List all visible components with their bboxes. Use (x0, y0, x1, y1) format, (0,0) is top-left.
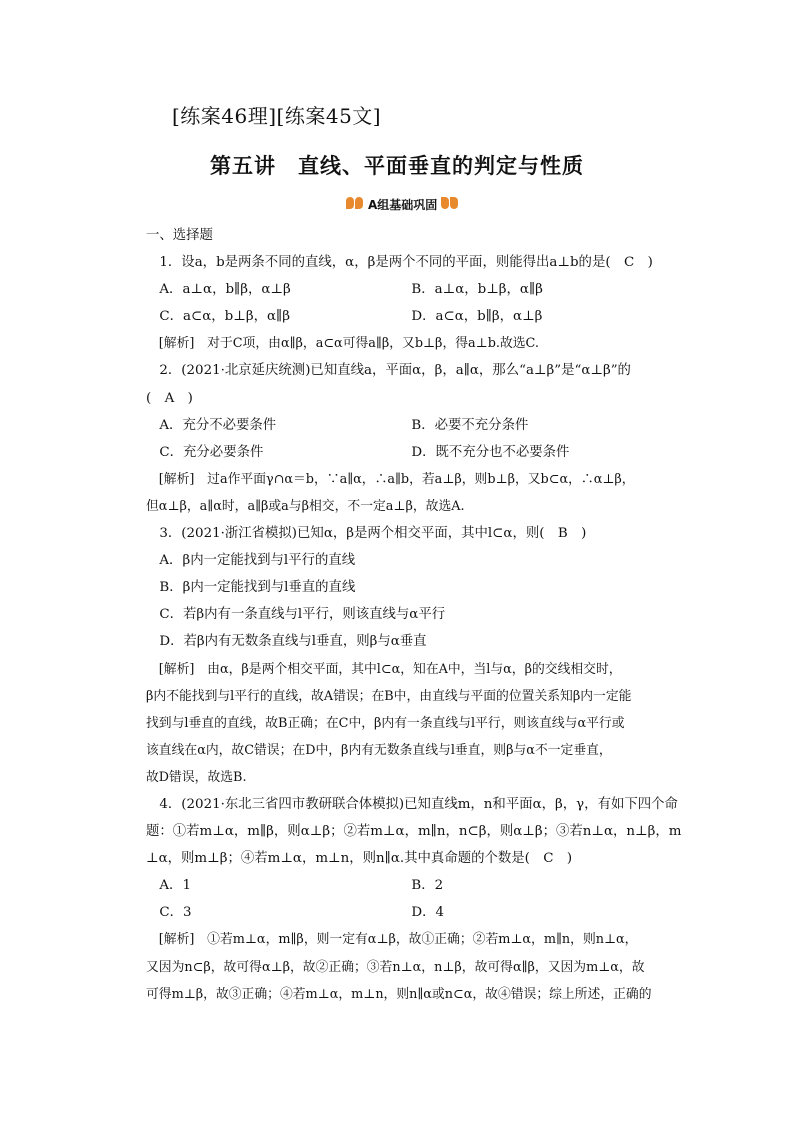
q4-stem-line2: 题：①若m⊥α，m∥β，则α⊥β；②若m⊥α，m∥n，n⊂β，则α⊥β；③若n⊥α，n⊥β，m (146, 824, 682, 840)
q2-options-row1 (146, 412, 676, 439)
q3-analysis-line5: 故D错误，故选B. (146, 769, 247, 785)
q3-option-b: B．β内一定能找到与l垂直的直线 (159, 580, 356, 596)
q2-analysis-line2: 但α⊥β，a∥α时，a∥β或a与β相交，不一定a⊥β，故选A. (146, 498, 465, 514)
q4-analysis-line2: 又因为n⊂β，故可得α⊥β，故②正确；③若n⊥α，n⊥β，故可得α∥β，又因为m⊥α，故 (146, 959, 645, 975)
q1-options-row1 (146, 276, 676, 303)
q2-option-b: B．必要不充分条件 (411, 417, 529, 433)
q4-option-a: A．1 (159, 878, 191, 894)
q2-options-row2 (146, 439, 676, 466)
q4-option-c: C．3 (159, 905, 192, 921)
q4-stem-line1: 4．(2021·东北三省四市教研联合体模拟)已知直线m，n和平面α，β，γ，有如下四个命 (159, 796, 678, 812)
q3-option-c: C．若β内有一条直线与l平行，则该直线与α平行 (159, 607, 446, 623)
q4-option-d: D．4 (411, 905, 445, 921)
badge-label: A组基础巩固 (368, 197, 438, 212)
left-quote-icon (345, 194, 365, 214)
q4-stem-line3: ⊥α，则m⊥β；④若m⊥α，m⊥n，则n∥α.其中真命题的个数是( C ) (146, 851, 573, 867)
q2-option-c: C．充分必要条件 (159, 444, 264, 460)
q3-analysis-line1: [解析] 由α，β是两个相交平面，其中l⊂α，知在A中，当l与α，β的交线相交时， (158, 661, 622, 677)
group-badge (345, 193, 460, 215)
q4-options-row1 (146, 872, 676, 899)
q2-stem-line1: 2．(2021·北京延庆统测)已知直线a，平面α，β，a∥α，那么“a⊥β”是“α⊥β”的 (159, 363, 631, 379)
q1-option-a: A．a⊥α，b∥β，α⊥β (159, 282, 291, 298)
q3-analysis-line3: 找到与l垂直的直线，故B正确；在C中，β内有一条直线与l平行，则该直线与α平行或 (146, 715, 625, 731)
right-quote-icon (440, 194, 460, 214)
q1-stem: 1．设a，b是两条不同的直线，α，β是两个不同的平面，则能得出a⊥b的是( C ) (159, 255, 653, 271)
q4-analysis-line1: [解析] ①若m⊥α，m∥β，则一定有α⊥β，故①正确；②若m⊥α，m∥n，则n⊥α， (158, 932, 638, 948)
question-content (146, 222, 682, 1008)
lecture-title: 第五讲 直线、平面垂直的判定与性质 (210, 153, 584, 178)
q4-option-b: B．2 (411, 878, 444, 894)
q3-stem: 3．(2021·浙江省模拟)已知α，β是两个相交平面，其中l⊂α，则( B ) (159, 526, 587, 542)
q3-option-a: A．β内一定能找到与l平行的直线 (159, 553, 356, 569)
q2-analysis-line1: [解析] 过a作平面γ∩α＝b，∵a∥α，∴a∥b，若a⊥β，则b⊥β，又b⊂α，∴α⊥β， (158, 471, 635, 487)
q1-options-row2 (146, 303, 676, 330)
q1-option-d: D．a⊂α，b∥β，α⊥β (411, 309, 543, 325)
q1-analysis: [解析] 对于C项，由α∥β，a⊂α可得a∥β，又b⊥β，得a⊥b.故选C. (158, 336, 539, 352)
section-heading: 一、选择题 (146, 228, 213, 243)
exercise-header: [练案46理][练案45文] (172, 104, 382, 128)
q3-analysis-line2: β内不能找到与l平行的直线，故A错误；在B中，由直线与平面的位置关系知β内一定能 (146, 688, 632, 704)
q2-option-a: A．充分不必要条件 (159, 417, 277, 433)
q2-option-d: D．既不充分也不必要条件 (411, 444, 570, 460)
q1-option-c: C．a⊂α，b⊥β，α∥β (159, 309, 290, 325)
q1-option-b: B．a⊥α，b⊥β，α∥β (411, 282, 543, 298)
q3-analysis-line4: 该直线在α内，故C错误；在D中，β内有无数条直线与l垂直，则β与α不一定垂直， (146, 742, 612, 758)
q4-analysis-line3: 可得m⊥β，故③正确；④若m⊥α，m⊥n，则n∥α或n⊂α，故④错误；综上所述，正确的 (146, 986, 652, 1002)
q3-option-d: D．若β内有无数条直线与l垂直，则β与α垂直 (159, 634, 427, 650)
q2-stem-line2: ( A ) (146, 390, 193, 406)
q4-options-row2 (146, 899, 676, 926)
